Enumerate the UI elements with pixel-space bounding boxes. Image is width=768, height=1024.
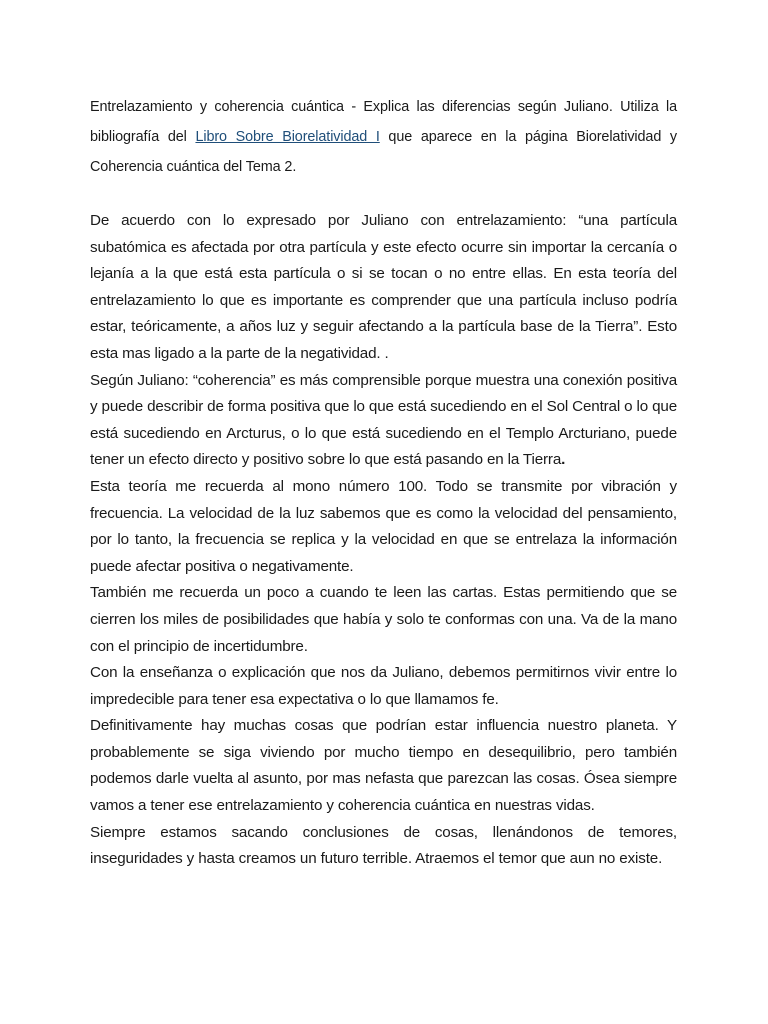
paragraph-monkey-100: Esta teoría me recuerda al mono número 100. Todo se transmite por vibración y frecuencia. La velocidad de la luz sabemos que es como la velocidad del pensamiento, por lo tanto, la frecuencia se replica y la velocidad en que se entrelaza la información puede afectar positiva o negativamente.	[90, 477, 677, 575]
prompt-text-end: que aparece en la página Biorelatividad y Coherencia cuántica del Tema 2.	[90, 129, 677, 175]
paragraph-teaching: Con la enseñanza o explicación que nos da Juliano, debemos permitirnos vivir entre lo impredecible para tener esa expectativa o lo que llamamos fe.	[90, 664, 677, 708]
prompt-text-start: Entrelazamiento y coherencia cuántica - Explica las diferencias según Juliano. Utiliza la bibliografía del	[90, 99, 677, 145]
book-link[interactable]: Libro Sobre Biorelatividad I	[195, 129, 380, 145]
paragraph-coherence	[90, 368, 677, 474]
paragraph-coherence-text: Según Juliano: “coherencia” es más comprensible porque muestra una conexión positiva y puede describir de forma positiva que lo que está sucediendo en el Sol Central o lo que está sucediendo en Arcturus, o lo que está sucediendo en el Templo Arcturiano, puede tener un efecto directo y positivo sobre lo que está pasando en la Tierra	[90, 371, 677, 469]
bold-period: .	[561, 451, 566, 469]
assignment-prompt	[90, 92, 677, 182]
paragraph-conclusions: Siempre estamos sacando conclusiones de cosas, llenándonos de temores, inseguridades y hasta creamos un futuro terrible. Atraemos el temor que aun no existe.	[90, 823, 677, 868]
document-page	[90, 92, 677, 873]
paragraph-planet: Definitivamente hay muchas cosas que podrían estar influencia nuestro planeta. Y probablemente se siga viviendo por mucho tiempo en desequilibrio, pero también podemos darle vuelta al asunto, por mas nefasta que parezcan las cosas. Ósea siempre vamos a tener ese entrelazamiento y coherencia cuántica en nuestras vidas.	[90, 717, 677, 815]
paragraph-cards: También me recuerda un poco a cuando te leen las cartas. Estas permitiendo que se cierren los miles de posibilidades que había y solo te conformas con una. Va de la mano con el principio de incertidumbre.	[90, 584, 677, 655]
paragraph-entanglement: De acuerdo con lo expresado por Juliano con entrelazamiento: “una partícula subatómica es afectada por otra partícula y este efecto ocurre sin importar la cercanía o lejanía a la que está esta partícula o si se tocan o no entre ellas. En esta teoría del entrelazamiento lo que es importante es comprender que una partícula incluso podría estar, teóricamente, a años luz y seguir afectando a la partícula base de la Tierra”. Esto esta mas ligado a la parte de la negatividad. .	[90, 212, 677, 362]
